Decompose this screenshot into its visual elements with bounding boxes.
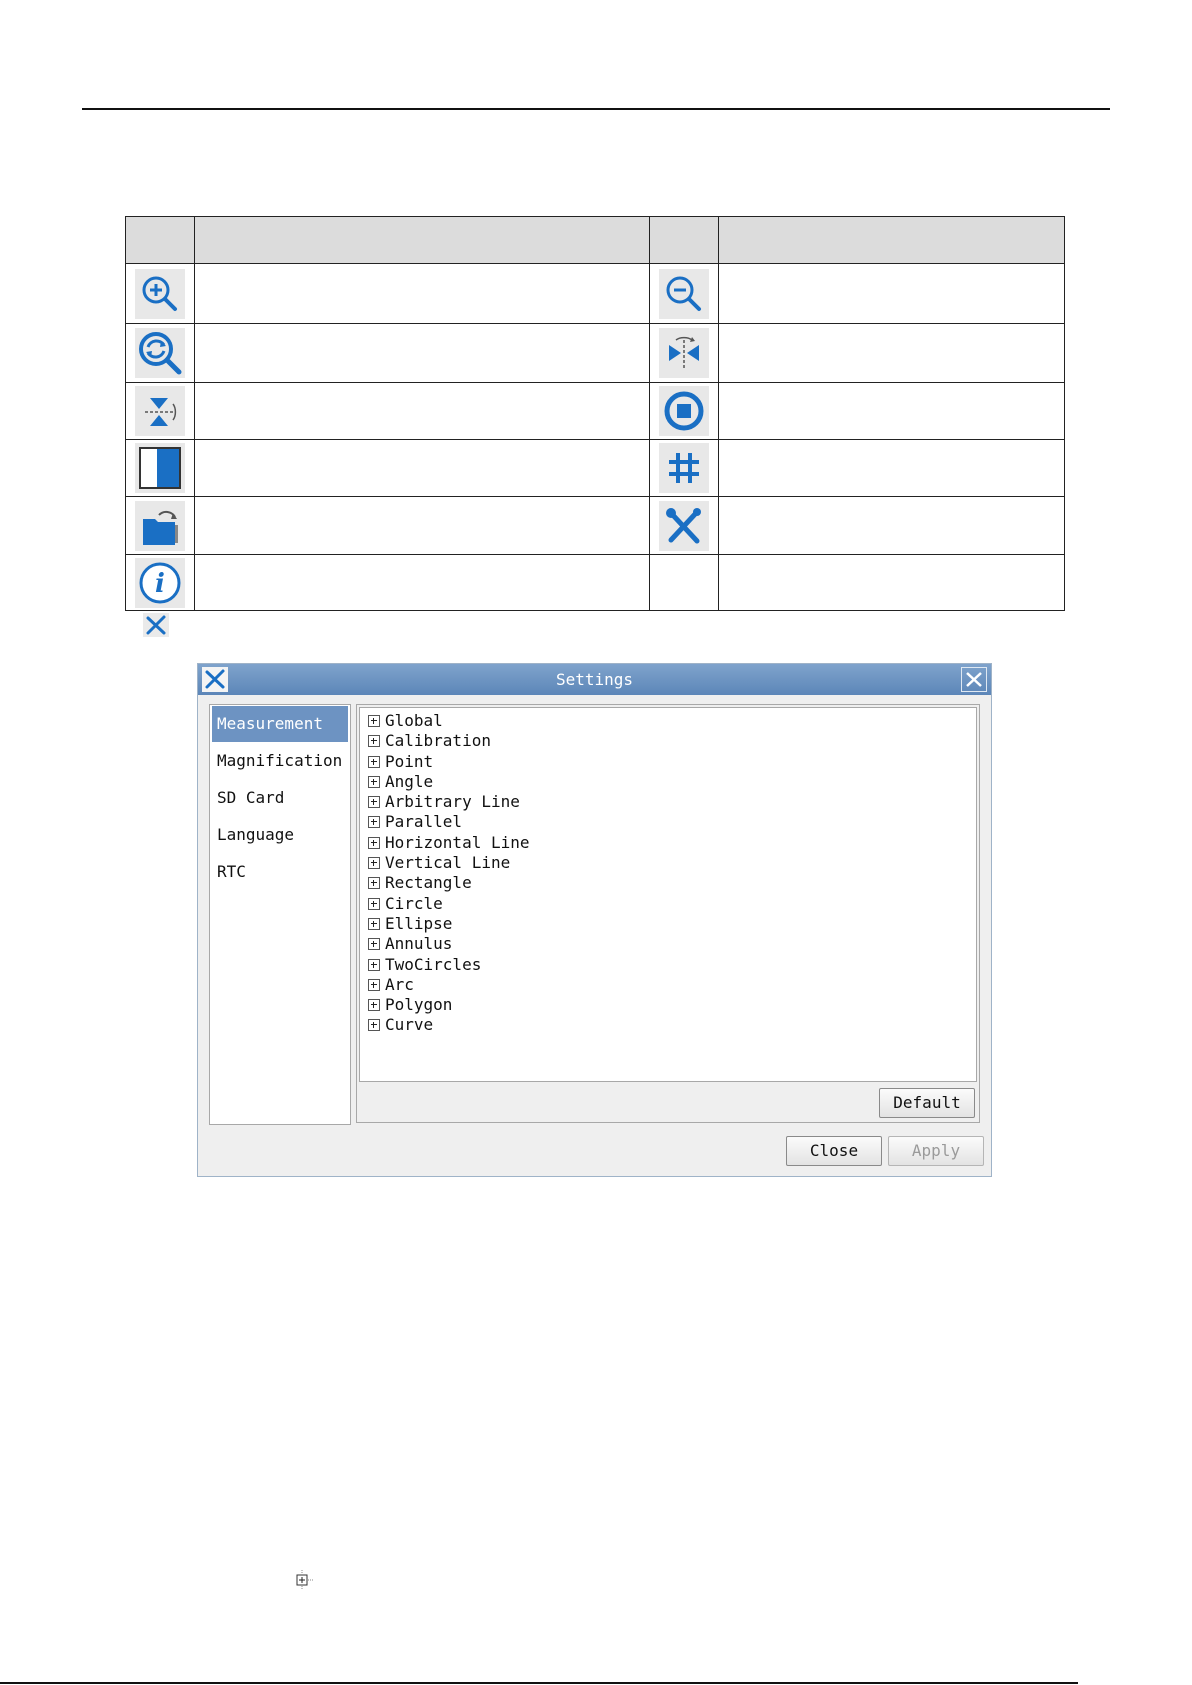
- tree-item-global[interactable]: Global: [360, 711, 976, 731]
- expand-icon[interactable]: [368, 715, 380, 727]
- expand-icon[interactable]: [368, 756, 380, 768]
- dialog-titlebar: [198, 664, 991, 695]
- header-rule: [82, 108, 1110, 110]
- expand-icon[interactable]: [368, 938, 380, 950]
- expand-icon[interactable]: [368, 877, 380, 889]
- tree-item-twocircles[interactable]: TwoCircles: [360, 955, 976, 975]
- tree-item-parallel[interactable]: Parallel: [360, 812, 976, 832]
- expand-icon[interactable]: [368, 898, 380, 910]
- table-row: [126, 555, 1065, 611]
- grid-icon[interactable]: [659, 443, 709, 493]
- close-button[interactable]: Close: [786, 1136, 882, 1166]
- tree-item-horizontal-line[interactable]: Horizontal Line: [360, 833, 976, 853]
- zoom-in-icon[interactable]: [135, 269, 185, 319]
- measurement-panel: [356, 704, 980, 1123]
- mirror-horizontal-icon[interactable]: [659, 328, 709, 378]
- folder-icon[interactable]: [135, 501, 185, 551]
- table-row: [126, 383, 1065, 440]
- tree-item-curve[interactable]: Curve: [360, 1015, 976, 1035]
- sidebar-item-magnification[interactable]: Magnification: [217, 751, 343, 770]
- default-button[interactable]: Default: [879, 1088, 975, 1118]
- toolbar-icon-table: [125, 216, 1065, 611]
- settings-tools-icon: [143, 613, 169, 637]
- expand-icon[interactable]: [368, 959, 380, 971]
- info-icon[interactable]: [135, 558, 185, 608]
- expand-icon[interactable]: [368, 735, 380, 747]
- tree-item-point[interactable]: Point: [360, 752, 976, 772]
- tree-item-arc[interactable]: Arc: [360, 975, 976, 995]
- tree-item-calibration[interactable]: Calibration: [360, 731, 976, 751]
- expand-icon: [294, 1570, 314, 1590]
- dialog-title: Settings: [555, 670, 634, 689]
- tree-item-ellipse[interactable]: Ellipse: [360, 914, 976, 934]
- expand-icon[interactable]: [368, 918, 380, 930]
- tree-item-rectangle[interactable]: Rectangle: [360, 873, 976, 893]
- expand-icon[interactable]: [368, 1019, 380, 1031]
- settings-tools-icon[interactable]: [659, 501, 709, 551]
- footer-rule: [0, 1682, 1078, 1684]
- expand-icon[interactable]: [368, 796, 380, 808]
- flip-vertical-icon[interactable]: [135, 386, 185, 436]
- table-row: [126, 497, 1065, 555]
- expand-icon[interactable]: [368, 857, 380, 869]
- color-compare-icon[interactable]: [135, 443, 185, 493]
- expand-icon[interactable]: [368, 776, 380, 788]
- table-row: [126, 440, 1065, 497]
- zoom-reset-icon[interactable]: [135, 328, 185, 378]
- close-icon[interactable]: [961, 667, 987, 692]
- table-row: [126, 324, 1065, 383]
- tree-item-angle[interactable]: Angle: [360, 772, 976, 792]
- sidebar-item-rtc[interactable]: RTC: [217, 862, 246, 881]
- expand-icon[interactable]: [368, 816, 380, 828]
- sidebar-item-language[interactable]: Language: [217, 825, 295, 844]
- tree-item-vertical-line[interactable]: Vertical Line: [360, 853, 976, 873]
- zoom-out-icon[interactable]: [659, 269, 709, 319]
- tree-item-circle[interactable]: Circle: [360, 894, 976, 914]
- apply-button[interactable]: Apply: [888, 1136, 984, 1166]
- settings-dialog: [197, 663, 992, 1177]
- expand-icon[interactable]: [368, 979, 380, 991]
- settings-sidebar: [209, 704, 351, 1125]
- sidebar-item-sd-card[interactable]: SD Card: [217, 788, 285, 807]
- svg-text:i: i: [155, 568, 165, 599]
- tree-item-arbitrary-line[interactable]: Arbitrary Line: [360, 792, 976, 812]
- measurement-tree: [359, 707, 977, 1082]
- sidebar-item-measurement[interactable]: Measurement: [212, 706, 348, 742]
- expand-icon[interactable]: [368, 837, 380, 849]
- expand-icon[interactable]: [368, 999, 380, 1011]
- tree-item-annulus[interactable]: Annulus: [360, 934, 976, 954]
- table-row: [126, 264, 1065, 324]
- stop-icon[interactable]: [659, 386, 709, 436]
- tree-item-polygon[interactable]: Polygon: [360, 995, 976, 1015]
- table-header-row: [126, 217, 1065, 264]
